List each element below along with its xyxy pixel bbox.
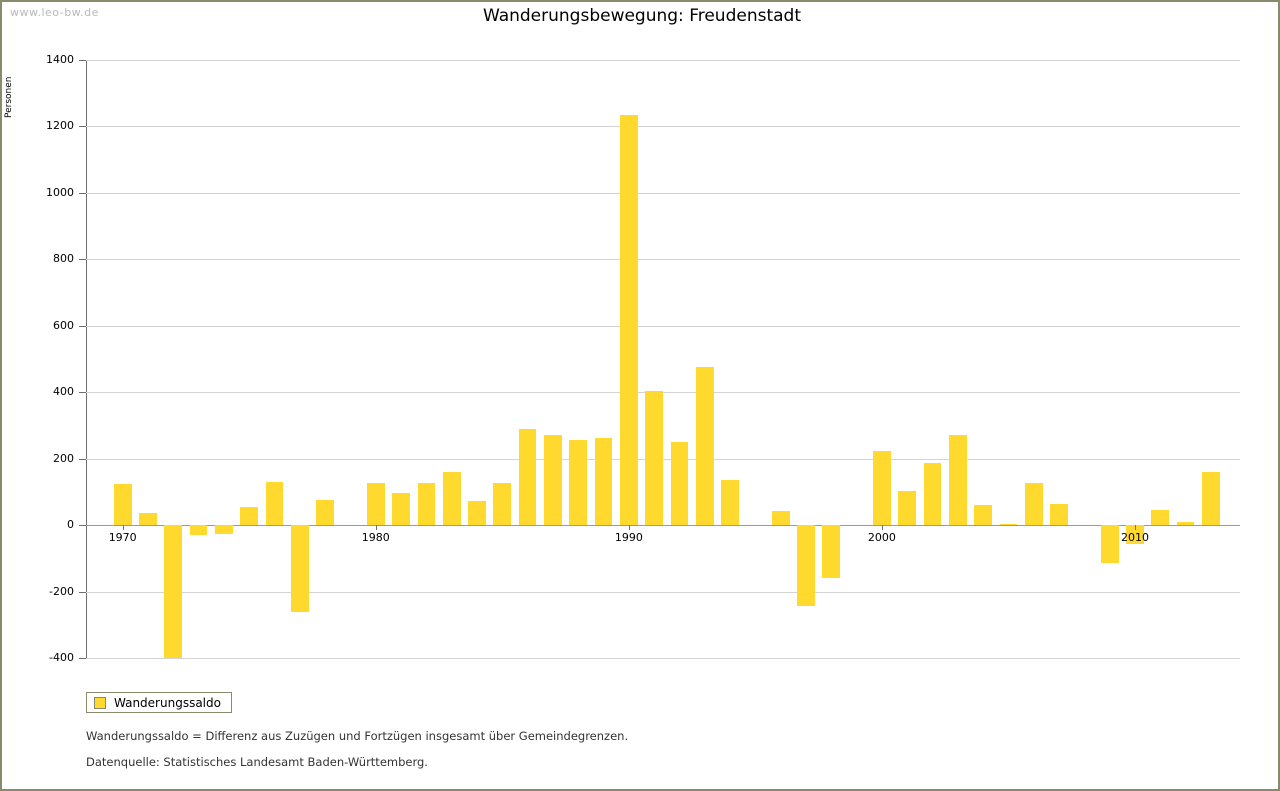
bar	[924, 463, 942, 525]
bar	[721, 480, 739, 525]
chart-note-definition: Wanderungssaldo = Differenz aus Zuzügen und Fortzügen insgesamt über Gemeindegrenzen.	[86, 729, 629, 743]
zero-line	[86, 525, 1240, 526]
gridline	[86, 658, 1240, 659]
bar	[620, 115, 638, 525]
bar	[266, 482, 284, 525]
gridline	[86, 392, 1240, 393]
y-tick	[79, 60, 86, 61]
x-tick	[123, 525, 124, 530]
x-tick-label: 1980	[361, 531, 390, 545]
bar	[114, 484, 132, 525]
y-tick	[79, 459, 86, 460]
x-tick	[376, 525, 377, 530]
bar	[164, 525, 182, 658]
watermark-label: www.leo-bw.de	[10, 6, 99, 19]
bar	[367, 483, 385, 525]
x-tick	[1135, 525, 1136, 530]
bar	[468, 501, 486, 525]
x-tick-label: 1970	[108, 531, 137, 545]
gridline	[86, 126, 1240, 127]
gridline	[86, 326, 1240, 327]
bar	[519, 429, 537, 525]
y-tick	[79, 193, 86, 194]
bar	[645, 391, 663, 525]
bar	[1202, 472, 1220, 525]
y-tick-label: 400	[53, 385, 74, 399]
bar	[215, 525, 233, 534]
y-tick	[79, 126, 86, 127]
bar	[1000, 524, 1018, 525]
bar	[291, 525, 309, 612]
bar	[1151, 510, 1169, 525]
bar	[569, 440, 587, 525]
bar	[671, 442, 689, 525]
chart-title: Wanderungsbewegung: Freudenstadt	[482, 6, 802, 26]
bar	[1025, 483, 1043, 525]
y-tick-label: 800	[53, 252, 74, 266]
gridline	[86, 193, 1240, 194]
y-tick-label: -200	[49, 584, 74, 598]
gridline	[86, 259, 1240, 260]
x-tick-label: 1990	[614, 531, 643, 545]
y-tick	[79, 326, 86, 327]
x-tick	[629, 525, 630, 530]
y-axis-line	[86, 60, 87, 658]
y-tick-label: 600	[53, 318, 74, 332]
y-tick	[79, 592, 86, 593]
bar	[696, 367, 714, 525]
gridline	[86, 459, 1240, 460]
y-tick	[79, 525, 86, 526]
bar	[873, 451, 891, 525]
y-tick-label: 0	[67, 518, 74, 532]
bar	[595, 438, 613, 525]
bar	[898, 491, 916, 526]
x-tick-label: 2000	[867, 531, 896, 545]
y-tick-label: 1200	[46, 119, 74, 133]
bar	[949, 435, 967, 525]
bar	[974, 505, 992, 525]
legend-label: Wanderungssaldo	[114, 695, 221, 710]
bar	[316, 500, 334, 525]
y-tick-label: 1000	[46, 185, 74, 199]
bar	[822, 525, 840, 577]
bar	[544, 435, 562, 525]
bar	[772, 511, 790, 525]
bar	[139, 513, 157, 525]
y-axis-label: Personen	[4, 76, 14, 118]
y-tick	[79, 259, 86, 260]
bar	[797, 525, 815, 606]
y-tick	[79, 392, 86, 393]
bar	[190, 525, 208, 535]
bar	[418, 483, 436, 525]
y-tick-label: 200	[53, 451, 74, 465]
gridline	[86, 60, 1240, 61]
y-tick-label: 1400	[46, 53, 74, 66]
legend-swatch-icon	[94, 697, 106, 709]
chart-note-source: Datenquelle: Statistisches Landesamt Baden-Württemberg.	[86, 755, 428, 769]
y-tick	[79, 658, 86, 659]
bar	[240, 507, 258, 525]
bar	[493, 483, 511, 525]
x-tick-label: 2010	[1120, 531, 1149, 545]
plot-area	[46, 53, 1240, 664]
chart-legend[interactable]	[86, 692, 232, 713]
x-tick	[882, 525, 883, 530]
bar	[443, 472, 461, 525]
bar	[1050, 504, 1068, 525]
bar	[392, 493, 410, 525]
bar	[1177, 522, 1195, 525]
gridline	[86, 592, 1240, 593]
y-tick-label: -400	[49, 651, 74, 664]
